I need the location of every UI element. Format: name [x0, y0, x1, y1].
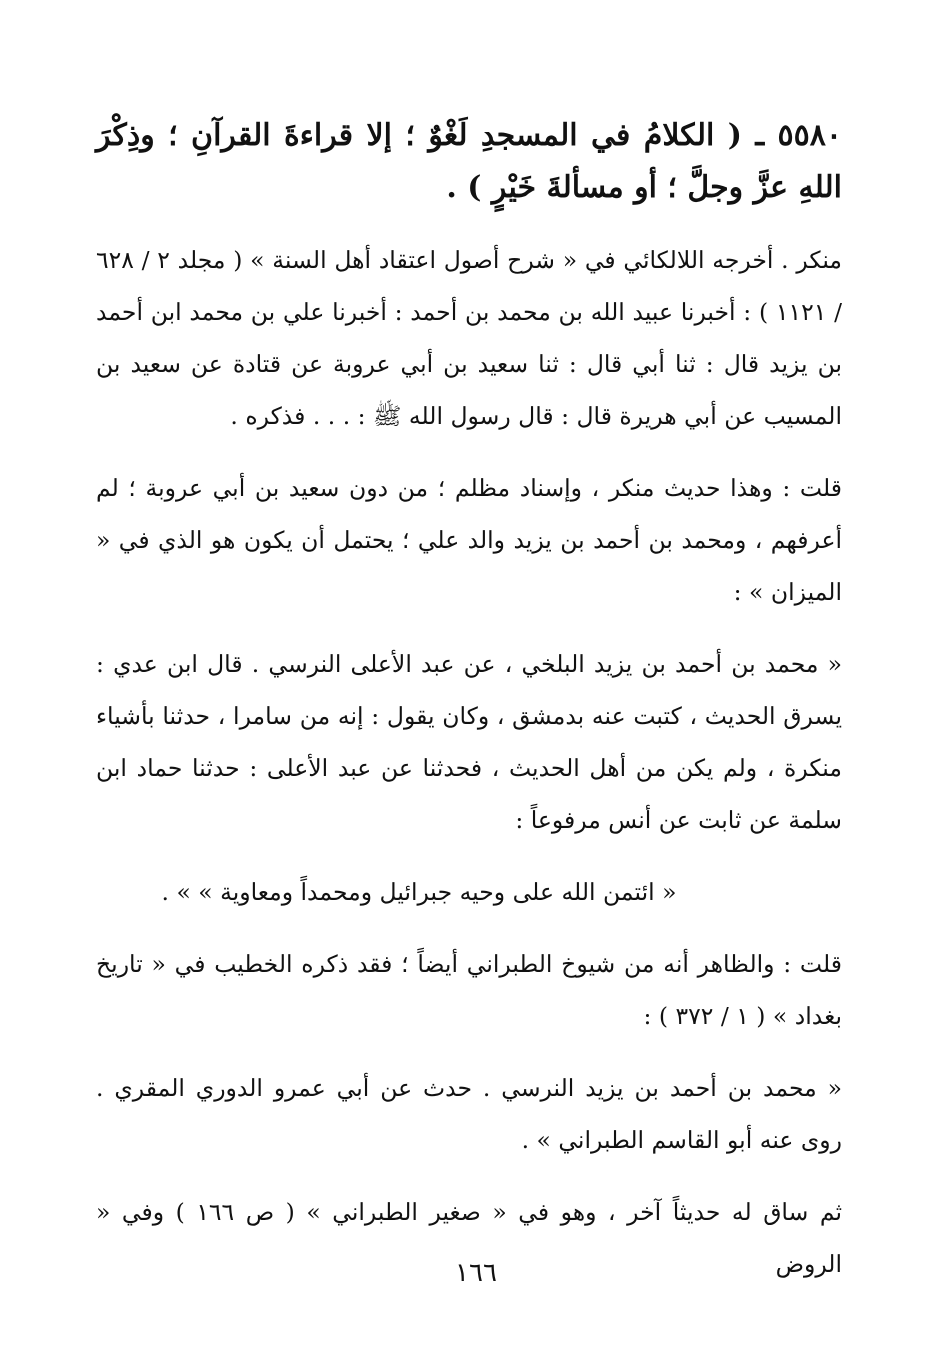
tarikh-quote-paragraph: « محمد بن أحمد بن يزيد النرسي . حدث عن أبي عمرو الدوري المقري . روى عنه أبو القاسم الطبراني » .: [96, 1074, 842, 1154]
comment-paragraph: قلت : وهذا حديث منكر ، وإسناد مظلم ؛ من دون سعيد بن أبي عروبة ؛ لم أعرفهم ، ومحمد بن أحمد بن يزيد والد علي ؛ يحتمل أن يكون هو الذي في « الميزان » :: [96, 474, 842, 606]
continuation-paragraph: ثم ساق له حديثاً آخر ، وهو في « صغير الطبراني » ( ص ١٦٦ ) وفي « الروض: [96, 1198, 842, 1278]
mizan-quote-paragraph: « محمد بن أحمد بن يزيد البلخي ، عن عبد الأعلى النرسي . قال ابن عدي : يسرق الحديث ، كتبت عنه بدمشق ، وكان يقول : إنه من سامرا ، حدثنا بأشياء منكرة ، ولم يكن من أهل الحديث ، فحدثنا عن عبد الأعلى : حدثنا حماد ابن سلمة عن ثابت عن أنس مرفوعاً :: [96, 650, 842, 834]
page-number: ١٦٦: [455, 1258, 497, 1288]
comment-paragraph-2: قلت : والظاهر أنه من شيوخ الطبراني أيضاً ؛ فقد ذكره الخطيب في « تاريخ بغداد » ( ١ / ٣٧٢ ) :: [96, 950, 842, 1030]
hadith-quote-line: « ائتمن الله على وحيه جبرائيل ومحمداً ومعاوية » » .: [161, 878, 677, 906]
page-body: [96, 110, 842, 1310]
takhrij-paragraph: منكر . أخرجه اللالكائي في « شرح أصول اعتقاد أهل السنة » ( مجلد ٢ / ٦٢٨ / ١١٢١ ) : أخبرنا عبيد الله بن محمد بن أحمد : أخبرنا علي بن محمد ابن أحمد بن يزيد قال : ثنا أبي قال : ثنا سعيد بن أبي عروبة عن قتادة عن سعيد بن المسيب عن أبي هريرة قال : قال رسول الله ﷺ : . . . فذكره .: [96, 246, 842, 430]
hadith-title: ٥٥٨٠ ـ ( الكلامُ في المسجدِ لَغْوٌ ؛ إلا قراءةَ القرآنِ ؛ وذِكْرَ اللهِ عزَّ وجلَّ ؛ أو مسألةَ خَيْرٍ ) .: [96, 118, 842, 205]
